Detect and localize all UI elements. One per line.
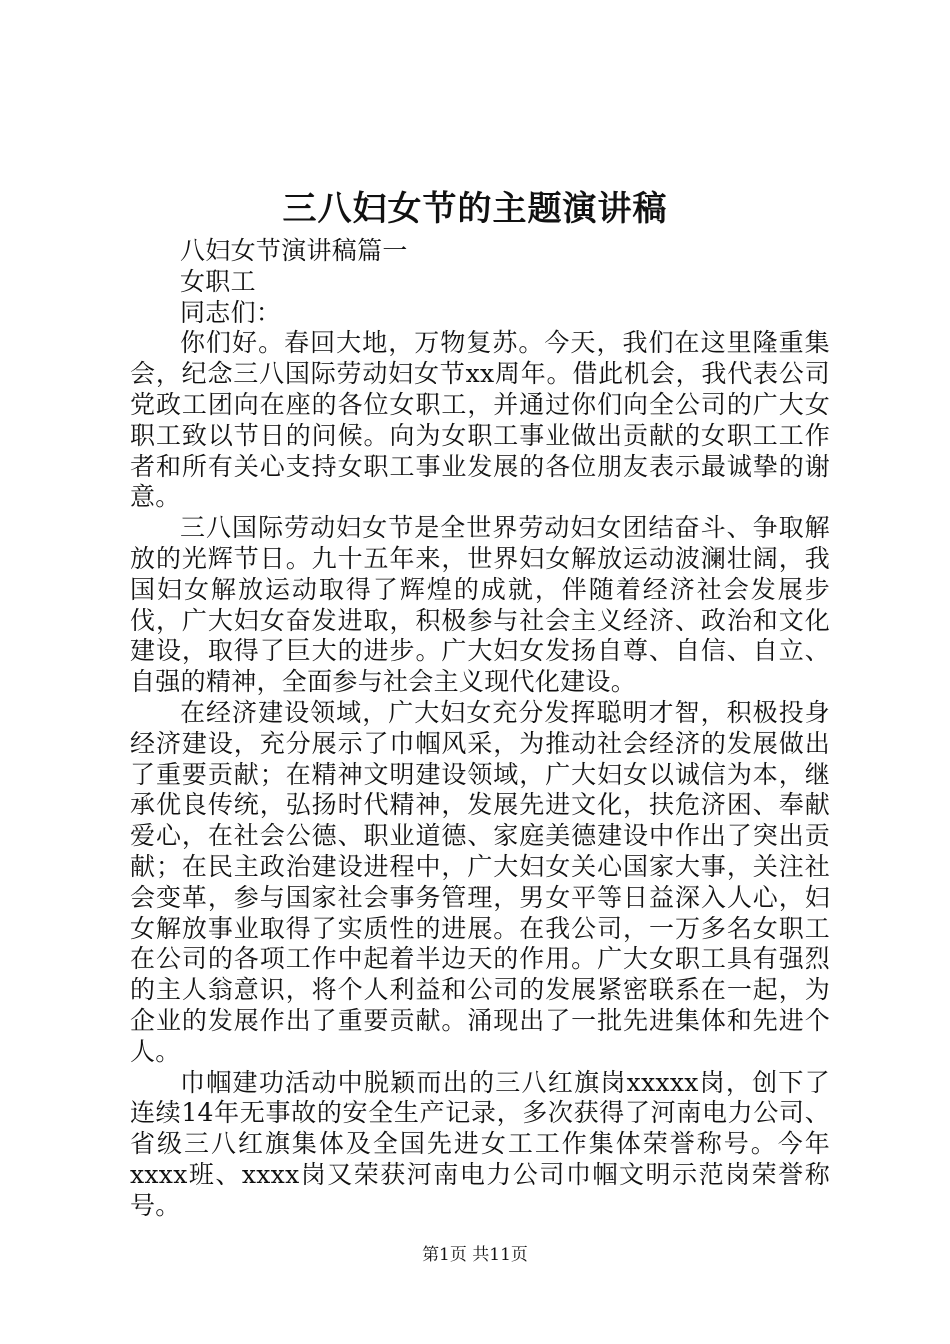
paragraph-contributions: 在经济建设领域，广大妇女充分发挥聪明才智，积极投身经济建设，充分展示了巾帼风采，为推动社会经济的发展做出了重要贡献；在精神文明建设领域，广大妇女以诚信为本，继承优良传统，弘扬时代精神，发展先进文化，扶危济困、奉献爱心，在社会公德、职业道德、家庭美德建设中作出了突出贡献；在民主政治建设进程中，广大妇女关心国家大事，关注社会变革，参与国家社会事务管理，男女平等日益深入人心，妇女解放事业取得了实质性的进展。在我公司，一万多名女职工在公司的各项工作中起着半边天的作用。广大女职工具有强烈的主人翁意识，将个人利益和公司的发展紧密联系在一起，为企业的发展作出了重要贡献。涌现出了一批先进集体和先进个人。 <box>130 697 830 1066</box>
document-title: 三八妇女节的主题演讲稿 <box>282 189 668 229</box>
page-footer: 第1页 共11页 <box>422 1245 528 1265</box>
paragraph-history: 三八国际劳动妇女节是全世界劳动妇女团结奋斗、争取解放的光辉节日。九十五年来，世界妇女解放运动波澜壮阔，我国妇女解放运动取得了辉煌的成就，伴随着经济社会发展步伐，广大妇女奋发进取，积极参与社会主义经济、政治和文化建设，取得了巨大的进步。广大妇女发扬自尊、自信、自立、自强的精神，全面参与社会主义现代化建设。 <box>130 513 830 697</box>
paragraph-opening: 你们好。春回大地，万物复苏。今天，我们在这里隆重集会，纪念三八国际劳动妇女节xx周年。借此机会，我代表公司党政工团向在座的各位女职工，并通过你们向全公司的广大女职工致以节日的问候。向为女职工事业做出贡献的女职工工作者和所有关心支持女职工事业发展的各位朋友表示最诚挚的谢意。 <box>130 328 830 512</box>
paragraph-audience: 女职工 <box>180 266 256 296</box>
paragraph-achievements: 巾帼建功活动中脱颖而出的三八红旗岗xxxxx岗，创下了连续14年无事故的安全生产记录，多次获得了河南电力公司、省级三八红旗集体及全国先进女工工作集体荣誉称号。今年xxxx班、xxxx岗又荣获河南电力公司巾帼文明示范岗荣誉称号。 <box>130 1067 830 1220</box>
paragraph-subheading: 八妇女节演讲稿篇一 <box>180 236 408 265</box>
document-body <box>130 236 830 1222</box>
paragraph-greeting: 同志们： <box>180 297 282 327</box>
